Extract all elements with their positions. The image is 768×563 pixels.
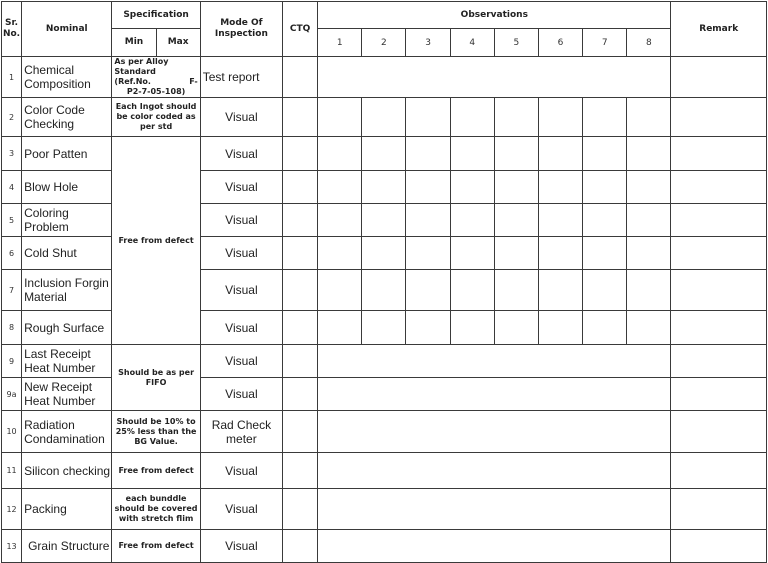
obs-cell[interactable] bbox=[583, 137, 627, 171]
nominal-cell: Color Code Checking bbox=[22, 98, 112, 137]
header-sr-line1: Sr. bbox=[5, 18, 19, 28]
header-min: Min bbox=[112, 29, 156, 57]
spec-cell: Each Ingot should be color coded as per std bbox=[112, 98, 200, 137]
table-row bbox=[2, 98, 767, 137]
sr-cell: 5 bbox=[2, 204, 22, 237]
obs-cell[interactable] bbox=[627, 98, 671, 137]
mode-cell: Visual bbox=[200, 345, 282, 378]
header-ctq: CTQ bbox=[283, 2, 318, 57]
obs-cell[interactable] bbox=[538, 137, 582, 171]
obs-cell[interactable] bbox=[494, 311, 538, 345]
header-remark: Remark bbox=[671, 2, 767, 57]
obs-cell[interactable] bbox=[450, 311, 494, 345]
spec-line: As per Alloy Standard bbox=[114, 57, 169, 76]
nominal-cell: Packing bbox=[22, 489, 112, 530]
spec-cell: Should be 10% to 25% less than the BG Value. bbox=[112, 411, 200, 453]
obs-number-5: 5 bbox=[494, 29, 538, 57]
table-row bbox=[2, 411, 767, 453]
remark-cell[interactable] bbox=[671, 57, 767, 98]
obs-cell[interactable] bbox=[538, 311, 582, 345]
mode-cell: Visual bbox=[200, 378, 282, 411]
sr-cell: 8 bbox=[2, 311, 22, 345]
table-row bbox=[2, 489, 767, 530]
obs-cell[interactable] bbox=[627, 204, 671, 237]
nominal-cell: Last Receipt Heat Number bbox=[22, 345, 112, 378]
obs-cell[interactable] bbox=[450, 204, 494, 237]
obs-cell[interactable] bbox=[494, 137, 538, 171]
obs-cell[interactable] bbox=[627, 237, 671, 270]
header-mode-line1: Mode Of bbox=[220, 18, 263, 28]
obs-cell[interactable] bbox=[362, 311, 406, 345]
obs-cell[interactable] bbox=[450, 270, 494, 311]
header-mode-line2: Inspection bbox=[214, 29, 268, 39]
observations-merged-cell[interactable] bbox=[318, 453, 671, 489]
mode-cell: Visual bbox=[200, 237, 282, 270]
obs-cell[interactable] bbox=[627, 171, 671, 204]
header-mode-of-inspection bbox=[200, 2, 282, 57]
observations-merged-cell[interactable] bbox=[318, 530, 671, 563]
spec-cell: Free from defect bbox=[112, 530, 200, 563]
obs-cell[interactable] bbox=[583, 171, 627, 204]
table-row bbox=[2, 453, 767, 489]
nominal-cell: Poor Patten bbox=[22, 137, 112, 171]
mode-cell: Visual bbox=[200, 270, 282, 311]
mode-cell: Visual bbox=[200, 137, 282, 171]
obs-cell[interactable] bbox=[538, 237, 582, 270]
table-row bbox=[2, 530, 767, 563]
obs-cell[interactable] bbox=[450, 237, 494, 270]
inspection-table bbox=[1, 1, 767, 563]
mode-cell: Visual bbox=[200, 530, 282, 563]
obs-cell[interactable] bbox=[362, 171, 406, 204]
spec-ref-label: (Ref.No. bbox=[114, 77, 151, 86]
ctq-cell[interactable] bbox=[283, 453, 318, 489]
obs-cell[interactable] bbox=[627, 311, 671, 345]
remark-cell[interactable] bbox=[671, 453, 767, 489]
remark-cell[interactable] bbox=[671, 378, 767, 411]
ctq-cell[interactable] bbox=[283, 204, 318, 237]
nominal-cell: Radiation Condamination bbox=[22, 411, 112, 453]
obs-cell[interactable] bbox=[406, 137, 450, 171]
header-specification: Specification bbox=[112, 2, 200, 29]
obs-number-1: 1 bbox=[318, 29, 362, 57]
obs-cell[interactable] bbox=[538, 171, 582, 204]
ctq-cell[interactable] bbox=[283, 237, 318, 270]
sr-cell: 9a bbox=[2, 378, 22, 411]
header-nominal: Nominal bbox=[22, 2, 112, 57]
obs-cell[interactable] bbox=[406, 204, 450, 237]
obs-cell[interactable] bbox=[318, 237, 362, 270]
ctq-cell[interactable] bbox=[283, 137, 318, 171]
nominal-cell: Silicon checking bbox=[22, 453, 112, 489]
nominal-cell: Cold Shut bbox=[22, 237, 112, 270]
table-row bbox=[2, 345, 767, 378]
sr-cell: 2 bbox=[2, 98, 22, 137]
mode-cell: Visual bbox=[200, 489, 282, 530]
ctq-cell[interactable] bbox=[283, 378, 318, 411]
obs-cell[interactable] bbox=[362, 204, 406, 237]
obs-cell[interactable] bbox=[583, 270, 627, 311]
header-max: Max bbox=[156, 29, 200, 57]
mode-cell: Test report bbox=[200, 57, 282, 98]
remark-cell[interactable] bbox=[671, 171, 767, 204]
nominal-cell: Blow Hole bbox=[22, 171, 112, 204]
obs-cell[interactable] bbox=[318, 137, 362, 171]
obs-cell[interactable] bbox=[318, 311, 362, 345]
nominal-cell: Rough Surface bbox=[22, 311, 112, 345]
obs-cell[interactable] bbox=[538, 98, 582, 137]
obs-cell[interactable] bbox=[406, 311, 450, 345]
mode-cell: Visual bbox=[200, 311, 282, 345]
obs-cell[interactable] bbox=[406, 270, 450, 311]
spec-merged-cell: Should be as per FIFO bbox=[112, 345, 200, 411]
nominal-cell: Coloring Problem bbox=[22, 204, 112, 237]
remark-cell[interactable] bbox=[671, 270, 767, 311]
spec-cell: Free from defect bbox=[112, 453, 200, 489]
ctq-cell[interactable] bbox=[283, 345, 318, 378]
header-sr-no bbox=[2, 2, 22, 57]
table-row bbox=[2, 57, 767, 98]
sr-cell: 6 bbox=[2, 237, 22, 270]
obs-cell[interactable] bbox=[406, 98, 450, 137]
remark-cell[interactable] bbox=[671, 98, 767, 137]
obs-cell[interactable] bbox=[450, 98, 494, 137]
remark-cell[interactable] bbox=[671, 411, 767, 453]
obs-cell[interactable] bbox=[318, 270, 362, 311]
spec-ref-number: P2-7-05-108) bbox=[126, 87, 186, 96]
obs-number-8: 8 bbox=[627, 29, 671, 57]
sr-cell: 10 bbox=[2, 411, 22, 453]
nominal-cell: Grain Structure bbox=[22, 530, 112, 563]
obs-cell[interactable] bbox=[406, 237, 450, 270]
remark-cell[interactable] bbox=[671, 530, 767, 563]
obs-cell[interactable] bbox=[627, 137, 671, 171]
obs-cell[interactable] bbox=[583, 98, 627, 137]
ctq-cell[interactable] bbox=[283, 411, 318, 453]
obs-cell[interactable] bbox=[362, 98, 406, 137]
inspection-sheet bbox=[1, 1, 767, 558]
remark-cell[interactable] bbox=[671, 204, 767, 237]
obs-cell[interactable] bbox=[583, 204, 627, 237]
spec-ref-prefix: F- bbox=[189, 77, 198, 86]
remark-cell[interactable] bbox=[671, 311, 767, 345]
obs-cell[interactable] bbox=[494, 98, 538, 137]
obs-cell[interactable] bbox=[538, 204, 582, 237]
sr-cell: 9 bbox=[2, 345, 22, 378]
ctq-cell[interactable] bbox=[283, 311, 318, 345]
spec-cell: each bunddle should be covered with stretch flim bbox=[112, 489, 200, 530]
obs-cell[interactable] bbox=[318, 171, 362, 204]
remark-cell[interactable] bbox=[671, 345, 767, 378]
spec-ref-line bbox=[114, 77, 197, 87]
obs-cell[interactable] bbox=[494, 171, 538, 204]
sr-cell: 13 bbox=[2, 530, 22, 563]
obs-cell[interactable] bbox=[362, 137, 406, 171]
obs-cell[interactable] bbox=[450, 137, 494, 171]
sr-cell: 12 bbox=[2, 489, 22, 530]
sr-cell: 11 bbox=[2, 453, 22, 489]
obs-cell[interactable] bbox=[318, 204, 362, 237]
obs-cell[interactable] bbox=[362, 237, 406, 270]
observations-merged-cell[interactable] bbox=[318, 378, 671, 411]
mode-cell: Rad Check meter bbox=[200, 411, 282, 453]
sr-cell: 4 bbox=[2, 171, 22, 204]
nominal-cell: Inclusion Forgin Material bbox=[22, 270, 112, 311]
obs-cell[interactable] bbox=[406, 171, 450, 204]
remark-cell[interactable] bbox=[671, 489, 767, 530]
observations-merged-cell[interactable] bbox=[318, 411, 671, 453]
observations-merged-cell[interactable] bbox=[318, 345, 671, 378]
mode-cell: Visual bbox=[200, 171, 282, 204]
mode-cell: Visual bbox=[200, 453, 282, 489]
obs-cell[interactable] bbox=[494, 204, 538, 237]
obs-cell[interactable] bbox=[583, 237, 627, 270]
obs-cell[interactable] bbox=[318, 98, 362, 137]
ctq-cell[interactable] bbox=[283, 270, 318, 311]
obs-number-7: 7 bbox=[583, 29, 627, 57]
sr-cell: 1 bbox=[2, 57, 22, 98]
header-observations: Observations bbox=[318, 2, 671, 29]
obs-cell[interactable] bbox=[494, 270, 538, 311]
ctq-cell[interactable] bbox=[283, 57, 318, 98]
mode-cell: Visual bbox=[200, 204, 282, 237]
sr-cell: 7 bbox=[2, 270, 22, 311]
obs-cell[interactable] bbox=[450, 171, 494, 204]
mode-cell: Visual bbox=[200, 98, 282, 137]
ctq-cell[interactable] bbox=[283, 489, 318, 530]
obs-cell[interactable] bbox=[538, 270, 582, 311]
obs-number-3: 3 bbox=[406, 29, 450, 57]
obs-number-4: 4 bbox=[450, 29, 494, 57]
nominal-cell: New Receipt Heat Number bbox=[22, 378, 112, 411]
obs-number-2: 2 bbox=[362, 29, 406, 57]
spec-cell bbox=[112, 57, 200, 98]
obs-cell[interactable] bbox=[627, 270, 671, 311]
obs-cell[interactable] bbox=[362, 270, 406, 311]
remark-cell[interactable] bbox=[671, 237, 767, 270]
ctq-cell[interactable] bbox=[283, 530, 318, 563]
obs-number-6: 6 bbox=[538, 29, 582, 57]
spec-merged-cell: Free from defect bbox=[112, 137, 200, 345]
obs-cell[interactable] bbox=[583, 311, 627, 345]
obs-cell[interactable] bbox=[494, 237, 538, 270]
observations-merged-cell[interactable] bbox=[318, 489, 671, 530]
table-row bbox=[2, 137, 767, 171]
ctq-cell[interactable] bbox=[283, 98, 318, 137]
nominal-cell: Chemical Composition bbox=[22, 57, 112, 98]
ctq-cell[interactable] bbox=[283, 171, 318, 204]
header-sr-line2: No. bbox=[2, 29, 21, 39]
observations-merged-cell[interactable] bbox=[318, 57, 671, 98]
sr-cell: 3 bbox=[2, 137, 22, 171]
remark-cell[interactable] bbox=[671, 137, 767, 171]
